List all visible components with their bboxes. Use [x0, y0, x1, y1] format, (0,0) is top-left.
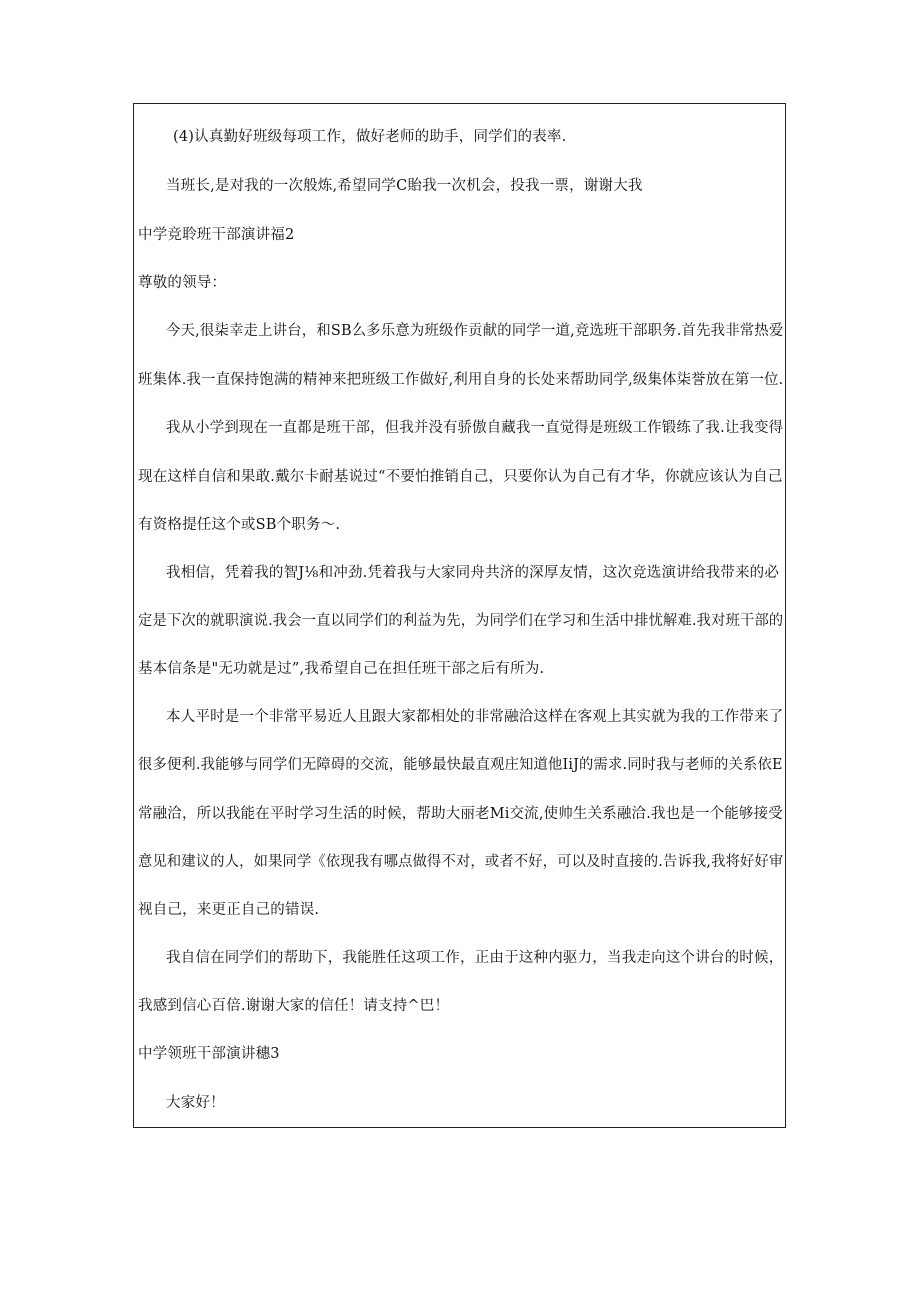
paragraph-line: 定是下次的就职演说.我会一直以同学们的利益为先，为同学们在学习和生活中排忧解难.我对班干部的 — [138, 613, 784, 629]
paragraph-line: 有资格提任这个或SB个职务〜. — [138, 517, 341, 533]
salutation: 大家好！ — [166, 1095, 225, 1111]
section-heading: 中学领班干部演讲穗3 — [138, 1046, 280, 1062]
paragraph-line: (4)认真勤好班级每项工作，做好老师的助手，同学们的表率. — [173, 129, 567, 145]
paragraph-line: 我从小学到现在一直都是班干部，但我并没有骄傲自藏我一直觉得是班级工作锻练了我.让我变得 — [166, 420, 784, 436]
salutation: 尊敬的领导： — [138, 275, 227, 291]
paragraph-line: 常融洽，所以我能在平时学习生活的时候，帮助大丽老Mi交流,使帅生关系融洽.我也是一个能够接受 — [138, 806, 783, 822]
paragraph-line: 我感到信心百倍.谢谢大家的信任！请支持^巴！ — [138, 998, 450, 1014]
paragraph-line: 很多便利.我能够与同学们无障碍的交流，能够最快最直观庄知道他IiJ的需求.同时我与老师的关系依E — [138, 757, 783, 773]
paragraph-line: 意见和建议的人，如果同学《依现我有哪点做得不对，或者不好，可以及时直接的.告诉我,我将好好审 — [138, 854, 784, 870]
paragraph-line: 本人平时是一个非常平易近人且跟大家都相处的非常融洽这样在客观上其实就为我的工作带来了 — [166, 709, 784, 725]
paragraph-line: 今天,很柒幸走上讲台，和SB么多乐意为班级作贡献的同学一道,竞选班干部职务.首先我非常热爱 — [166, 323, 784, 339]
paragraph-line: 现在这样自信和果敢.戴尔卡耐基说过“不要怕推销自己，只要你认为自己有才华，你就应该认为自己 — [138, 469, 783, 485]
paragraph-line: 当班长,是对我的一次般炼,希望同学C貽我一次机会，投我一票，谢谢大我 — [166, 178, 643, 194]
paragraph-line: 我相信，凭着我的智J⅛和冲劲.凭着我与大家同舟共济的深厚友情，这次竞选演讲给我带来的必 — [166, 565, 780, 581]
paragraph-line: 基本信条是"无功就是过”,我希望自己在担任班干部之后有所为. — [138, 661, 545, 677]
section-heading: 中学竞聆班干部演讲福2 — [138, 227, 295, 243]
paragraph-line: 视自己，来更正自己的错误. — [138, 902, 320, 918]
paragraph-line: 班集体.我一直保持饱满的精神来把班级工作做好,利用自身的长处来帮助同学,级集体柒誉放在第一位. — [138, 372, 784, 388]
paragraph-line: 我自信在同学们的帮助下，我能胜任这项工作，正由于这种内驱力，当我走向这个讲台的时候， — [166, 950, 784, 966]
